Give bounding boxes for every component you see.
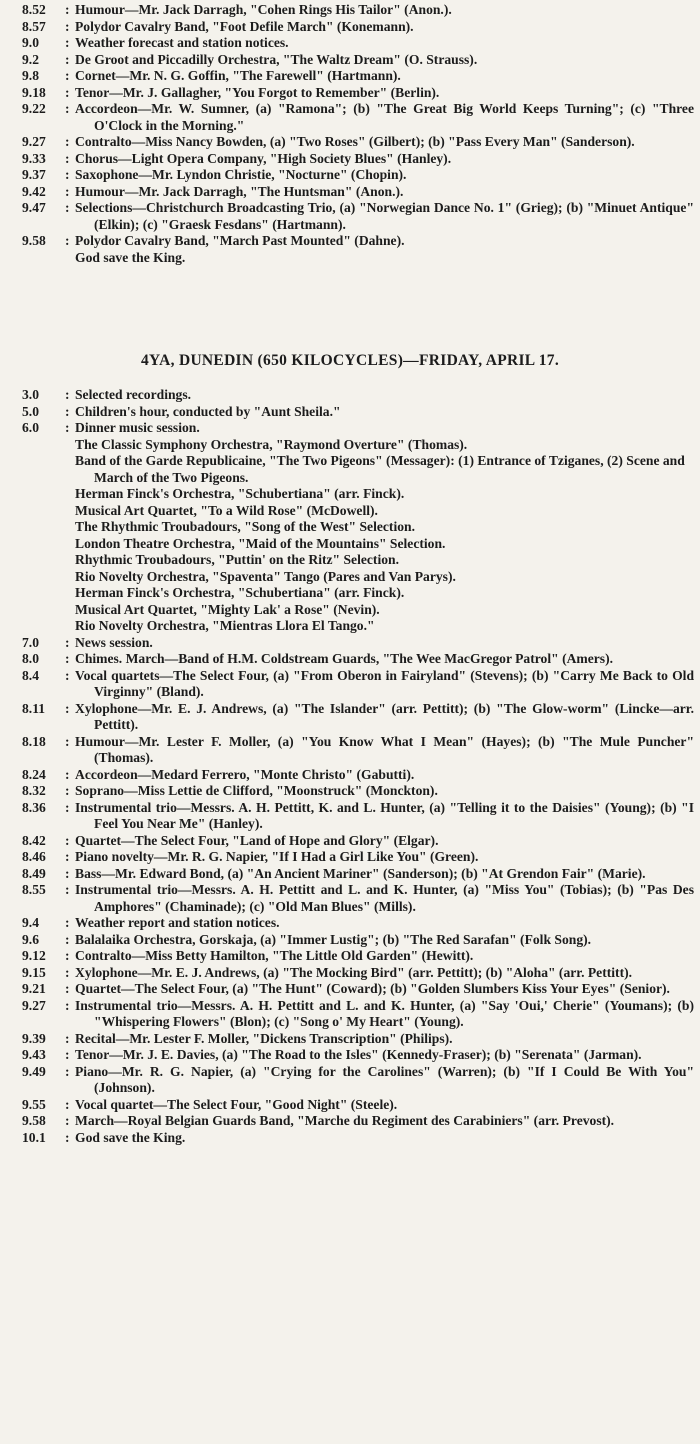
entry-time: 9.12 [22,948,46,963]
time-separator: : [65,948,70,963]
time-separator: : [65,1063,70,1079]
dinner-item: Musical Art Quartet, "Mighty Lak' a Rose" (Nevin). [75,601,380,617]
entry-text: News session. [75,634,153,650]
entry-text: Xylophone—Mr. E. J. Andrews, (a) "The Mocking Bird" (arr. Pettitt); (b) "Aloha" (arr. Pettitt). [75,964,633,980]
time-separator: : [65,766,70,782]
entry-text: God save the King. [75,1129,186,1145]
list-item [0,2,700,19]
entry-text: Tenor—Mr. J. Gallagher, "You Forgot to Remember" (Berlin). [75,84,440,100]
dinner-item: Rio Novelty Orchestra, "Mientras Llora El Tango." [75,618,375,633]
entry-text: De Groot and Piccadilly Orchestra, "The Waltz Dream" (O. Strauss). [75,51,478,67]
time-separator: : [65,997,70,1013]
list-item [0,1130,700,1147]
time-separator: : [65,882,70,897]
entry-time: 9.4 [22,915,39,930]
list-item [0,734,700,767]
time-separator: : [65,733,70,749]
list-item [0,635,700,652]
entry-time: 9.55 [22,1096,46,1112]
list-item [0,184,700,201]
entry-time: 9.47 [22,200,46,215]
list-item [0,35,700,52]
time-separator: : [65,1129,70,1145]
list-item [0,701,700,734]
time-separator: : [65,931,70,947]
list-item [0,965,700,982]
entry-text: Instrumental trio—Messrs. A. H. Pettitt and L. and K. Hunter, (a) "Miss You" (Tobias); (b) "Pas Des Amphores" (Chaminade); (c) "Old Man Blues" (Mills). [75,882,694,914]
time-separator: : [65,964,70,980]
entry-time: 8.52 [22,2,46,17]
entry-text: March—Royal Belgian Guards Band, "Marche du Regiment des Carabiniers" (arr. Prevost). [75,1113,615,1128]
time-separator: : [65,183,70,199]
entry-text: Humour—Mr. Lester F. Moller, (a) "You Know What I Mean" (Hayes); (b) "The Mule Puncher" (Thomas). [75,733,694,765]
entry-time: 9.22 [22,101,46,116]
entry-time: 8.4 [22,667,39,683]
entry-time: 10.1 [22,1129,46,1145]
list-item [0,833,700,850]
time-separator: : [65,84,70,100]
entry-time: 9.15 [22,964,46,980]
time-separator: : [65,651,70,666]
list-item [0,800,700,833]
entry-time: 9.6 [22,931,39,947]
entry-text: Humour—Mr. Jack Darragh, "The Huntsman" (Anon.). [75,183,404,199]
time-separator: : [65,1096,70,1112]
entry-text: Quartet—The Select Four, (a) "The Hunt" (Coward); (b) "Golden Slumbers Kiss Your Eyes" (Senior). [75,981,670,996]
section2-entries-a [0,387,700,437]
entry-text: Recital—Mr. Lester F. Moller, "Dickens Transcription" (Philips). [75,1030,453,1046]
list-item [0,998,700,1031]
closing-line [75,250,694,267]
section-4ya-dunedin [0,387,700,1146]
time-separator: : [65,783,70,798]
entry-time: 7.0 [22,634,39,650]
entry-time: 9.27 [22,134,46,149]
dinner-item: London Theatre Orchestra, "Maid of the Mountains" Selection. [75,535,446,551]
entry-text: Weather report and station notices. [75,915,280,930]
entry-time: 9.0 [22,35,39,50]
time-separator: : [65,1030,70,1046]
entry-text: Selections—Christchurch Broadcasting Trio, (a) "Norwegian Dance No. 1" (Grieg); (b) "Minuet Antique" (Elkin); (c) "Graesk Fesdans" (Hartmann). [75,200,694,232]
entry-time: 8.46 [22,849,46,864]
entry-time: 9.58 [22,233,46,248]
entry-time: 8.18 [22,733,46,749]
time-separator: : [65,420,70,435]
entry-text: Chorus—Light Opera Company, "High Society Blues" (Hanley). [75,150,452,166]
list-item [0,651,700,668]
list-item [0,134,700,151]
time-separator: : [65,68,70,83]
entry-time: 9.49 [22,1063,46,1079]
entry-text: Accordeon—Medard Ferrero, "Monte Christo" (Gabutti). [75,766,415,782]
time-separator: : [65,403,70,419]
entry-time: 8.32 [22,783,46,798]
entry-time: 8.24 [22,766,46,782]
time-separator: : [65,51,70,67]
list-item [0,420,700,437]
entry-text: Soprano—Miss Lettie de Clifford, "Moonstruck" (Monckton). [75,783,438,798]
list-item [0,19,700,36]
time-separator: : [65,865,70,881]
list-item [0,233,700,250]
entry-text: Cornet—Mr. N. G. Goffin, "The Farewell" (Hartmann). [75,68,401,83]
list-item [0,1064,700,1097]
entry-text: Polydor Cavalry Band, "March Past Mounted" (Dahne). [75,233,405,248]
entry-time: 9.2 [22,51,39,67]
list-item [0,1097,700,1114]
entry-time: 6.0 [22,420,39,435]
entry-time: 3.0 [22,387,39,402]
time-separator: : [65,200,70,215]
time-separator: : [65,233,70,248]
entry-time: 8.11 [22,700,46,716]
dinner-item: Herman Finck's Orchestra, "Schubertiana" (arr. Finck). [75,486,405,501]
entry-time: 9.37 [22,167,46,182]
entry-time: 9.21 [22,981,46,996]
list-item [0,1031,700,1048]
list-item [0,1113,700,1130]
time-separator: : [65,18,70,34]
entry-text: Dinner music session. [75,420,200,435]
entry-time: 9.27 [22,997,46,1013]
dinner-item: Rhythmic Troubadours, "Puttin' on the Ritz" Selection. [75,552,399,567]
time-separator: : [65,150,70,166]
entry-text: Children's hour, conducted by "Aunt Sheila." [75,403,341,419]
entry-text: Contralto—Miss Nancy Bowden, (a) "Two Roses" (Gilbert); (b) "Pass Every Man" (Sanderson). [75,134,635,149]
dinner-item: Herman Finck's Orchestra, "Schubertiana" (arr. Finck). [75,585,405,600]
entry-time: 9.33 [22,150,46,166]
list-item [0,404,700,421]
section1-entries [0,2,700,250]
entry-text: Vocal quartet—The Select Four, "Good Night" (Steele). [75,1096,398,1112]
time-separator: : [65,832,70,848]
time-separator: : [65,667,70,683]
list-item [0,68,700,85]
entry-text: Instrumental trio—Messrs. A. H. Pettitt, K. and L. Hunter, (a) "Telling it to the Daisies" (Young); (b) "I Feel You Near Me" (Hanley). [75,799,694,831]
list-item [0,948,700,965]
entry-text: Tenor—Mr. J. E. Davies, (a) "The Road to the Isles" (Kennedy-Fraser); (b) "Serenata" (Jarman). [75,1047,642,1062]
entry-text: Bass—Mr. Edward Bond, (a) "An Ancient Mariner" (Sanderson); (b) "At Grendon Fair" (Marie). [75,865,646,881]
list-item [0,882,700,915]
dinner-item: Rio Novelty Orchestra, "Spaventa" Tango (Pares and Van Parys). [75,568,456,584]
time-separator: : [65,2,70,17]
list-item [0,1047,700,1064]
entry-text: Accordeon—Mr. W. Sumner, (a) "Ramona"; (b) "The Great Big World Keeps Turning"; (c) "Three O'Clock in the Morning." [75,101,694,133]
list-item [0,981,700,998]
list-item [0,668,700,701]
entry-text: Instrumental trio—Messrs. A. H. Pettitt and L. and K. Hunter, (a) "Say 'Oui,' Cherie" (Youmans); (b) "Whispering Flowers" (Blon); (c) "Song o' My Heart" (Young). [75,997,694,1029]
list-item [0,932,700,949]
time-separator: : [65,1113,70,1128]
entry-time: 9.39 [22,1030,46,1046]
closing-text: God save the King. [75,249,186,265]
list-item [0,387,700,404]
entry-text: Quartet—The Select Four, "Land of Hope and Glory" (Elgar). [75,832,439,848]
time-separator: : [65,1047,70,1062]
entry-text: Humour—Mr. Jack Darragh, "Cohen Rings His Tailor" (Anon.). [75,2,452,17]
time-separator: : [65,634,70,650]
section2-entries-b [0,635,700,1147]
entry-text: Selected recordings. [75,387,192,402]
entry-time: 9.8 [22,68,39,83]
list-item [0,200,700,233]
entry-time: 8.36 [22,799,46,815]
time-separator: : [65,101,70,116]
entry-text: Polydor Cavalry Band, "Foot Defile March" (Konemann). [75,18,414,34]
entry-text: Weather forecast and station notices. [75,35,289,50]
list-item [0,85,700,102]
entry-time: 8.49 [22,865,46,881]
list-item [0,915,700,932]
entry-text: Balalaika Orchestra, Gorskaja, (a) "Immer Lustig"; (b) "The Red Sarafan" (Folk Song). [75,931,592,947]
entry-text: Xylophone—Mr. E. J. Andrews, (a) "The Islander" (arr. Pettitt); (b) "The Glow-worm" (Lincke—arr. Pettitt). [75,700,694,732]
entry-text: Vocal quartets—The Select Four, (a) "From Oberon in Fairyland" (Stevens); (b) "Carry Me Back to Old Virginny" (Bland). [75,667,694,699]
station-heading: 4YA, DUNEDIN (650 KILOCYCLES)—FRIDAY, APRIL 17. [140,352,560,369]
entry-time: 8.55 [22,882,46,897]
entry-text: Contralto—Miss Betty Hamilton, "The Little Old Garden" (Hewitt). [75,948,474,963]
list-item [0,101,700,134]
dinner-item: Musical Art Quartet, "To a Wild Rose" (McDowell). [75,502,378,518]
entry-time: 8.42 [22,832,46,848]
list-item [0,767,700,784]
time-separator: : [65,134,70,149]
time-separator: : [65,700,70,716]
entry-text: Piano novelty—Mr. R. G. Napier, "If I Had a Girl Like You" (Green). [75,849,479,864]
entry-time: 5.0 [22,403,39,419]
entry-time: 9.42 [22,183,46,199]
entry-text: Saxophone—Mr. Lyndon Christie, "Nocturne" (Chopin). [75,167,407,182]
list-item [0,52,700,69]
list-item [0,849,700,866]
entry-time: 8.0 [22,651,39,666]
entry-time: 9.18 [22,84,46,100]
entry-time: 9.43 [22,1047,46,1062]
entry-time: 9.58 [22,1113,46,1128]
entry-text: Chimes. March—Band of H.M. Coldstream Guards, "The Wee MacGregor Patrol" (Amers). [75,651,614,666]
list-item [0,151,700,168]
time-separator: : [65,849,70,864]
dinner-music-list [75,437,694,635]
entry-time: 8.57 [22,18,46,34]
time-separator: : [65,35,70,50]
entry-text: Piano—Mr. R. G. Napier, (a) "Crying for the Carolines" (Warren); (b) "If I Could Be With You" (Johnson). [75,1063,694,1095]
list-item [0,866,700,883]
time-separator: : [65,981,70,996]
dinner-item: Band of the Garde Republicaine, "The Two Pigeons" (Messager): (1) Entrance of Tziganes, (2) Scene and March of the Two Pigeons. [75,453,685,485]
time-separator: : [65,799,70,815]
time-separator: : [65,387,70,402]
time-separator: : [65,915,70,930]
list-item [0,167,700,184]
list-item [0,783,700,800]
dinner-item: The Rhythmic Troubadours, "Song of the West" Selection. [75,519,415,534]
section-christchurch-continued [0,2,700,266]
time-separator: : [65,167,70,182]
dinner-item: The Classic Symphony Orchestra, "Raymond Overture" (Thomas). [75,436,468,452]
